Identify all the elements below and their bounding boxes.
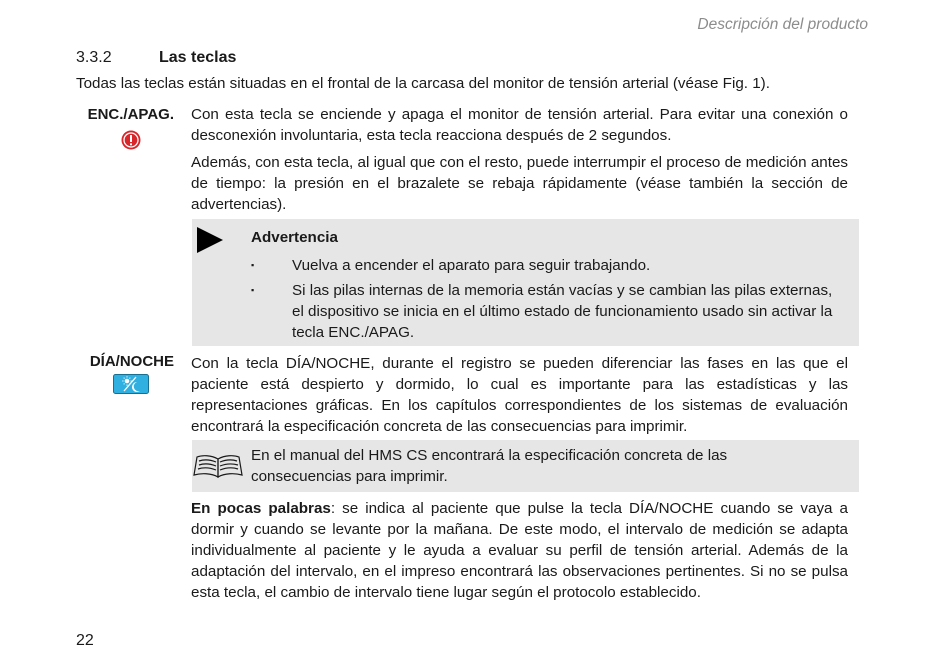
book-icon xyxy=(193,452,243,480)
power-key-description: Con esta tecla se enciende y apaga el monitor de tensión arterial. Para evitar una conexión o desconexión involuntaria, esta tecla reacciona después de 2 segundos. xyxy=(191,106,848,144)
power-key-description-2: Además, con esta tecla, al igual que con el resto, puede interrumpir el proceso de medición antes de tiempo: la presión en el brazalete se rebaja rápidamente (véase también la sección de advertencias). xyxy=(191,154,848,213)
warning-title: Advertencia xyxy=(251,229,338,246)
power-icon xyxy=(121,130,141,150)
warning-item-text: Si las pilas internas de la memoria están vacías y se cambian las pilas externas, el dispositivo se inicia en el último estado de funcionamiento usado sin activar la tecla ENC./APAG. xyxy=(292,282,833,341)
warning-item xyxy=(251,280,841,344)
warning-item xyxy=(251,255,841,276)
page-number: 22 xyxy=(76,632,94,649)
intro-paragraph: Todas las teclas están situadas en el frontal de la carcasa del monitor de tensión arterial (véase Fig. 1). xyxy=(76,75,770,92)
bullet-marker: ▪ xyxy=(251,285,255,295)
bullet-marker: ▪ xyxy=(251,260,255,270)
section-number: 3.3.2 xyxy=(76,49,112,66)
warning-arrow-icon xyxy=(196,225,224,255)
summary-text: : se indica al paciente que pulse la tecla DÍA/NOCHE cuando se vaya a dormir y cuando se levante por la mañana. De este modo, el intervalo de medición se adapta individualmente al paciente y le ayuda a evaluar su perfil de tensión arterial. Además de la adaptación del intervalo, en el impreso encontrará las observaciones pertinentes. Si no se pulsa esta tecla, el cambio de intervalo tiene lugar según el protocolo establecido. xyxy=(191,500,848,601)
note-text: En el manual del HMS CS encontrará la especificación concreta de las consecuencias para imprimir. xyxy=(251,447,728,485)
key-label-day-night: DÍA/NOCHE xyxy=(89,353,174,370)
section-title: Las teclas xyxy=(159,49,237,66)
day-night-key-description: Con la tecla DÍA/NOCHE, durante el registro se pueden diferenciar las fases en las que el paciente está despierto y dormido, lo cual es importante para las estadísticas y las representaciones gráficas. En los capítulos correspondientes de los sistemas de evaluación encontrará la especificación concreta de las consecuencias para imprimir. xyxy=(191,355,848,435)
warning-item-text: Vuelva a encender el aparato para seguir trabajando. xyxy=(292,257,651,274)
summary-term: En pocas palabras xyxy=(191,500,331,517)
day-night-icon xyxy=(113,374,149,394)
summary-paragraph xyxy=(191,498,848,603)
running-header: Descripción del producto xyxy=(697,16,868,33)
key-label-power: ENC./APAG. xyxy=(87,106,174,123)
